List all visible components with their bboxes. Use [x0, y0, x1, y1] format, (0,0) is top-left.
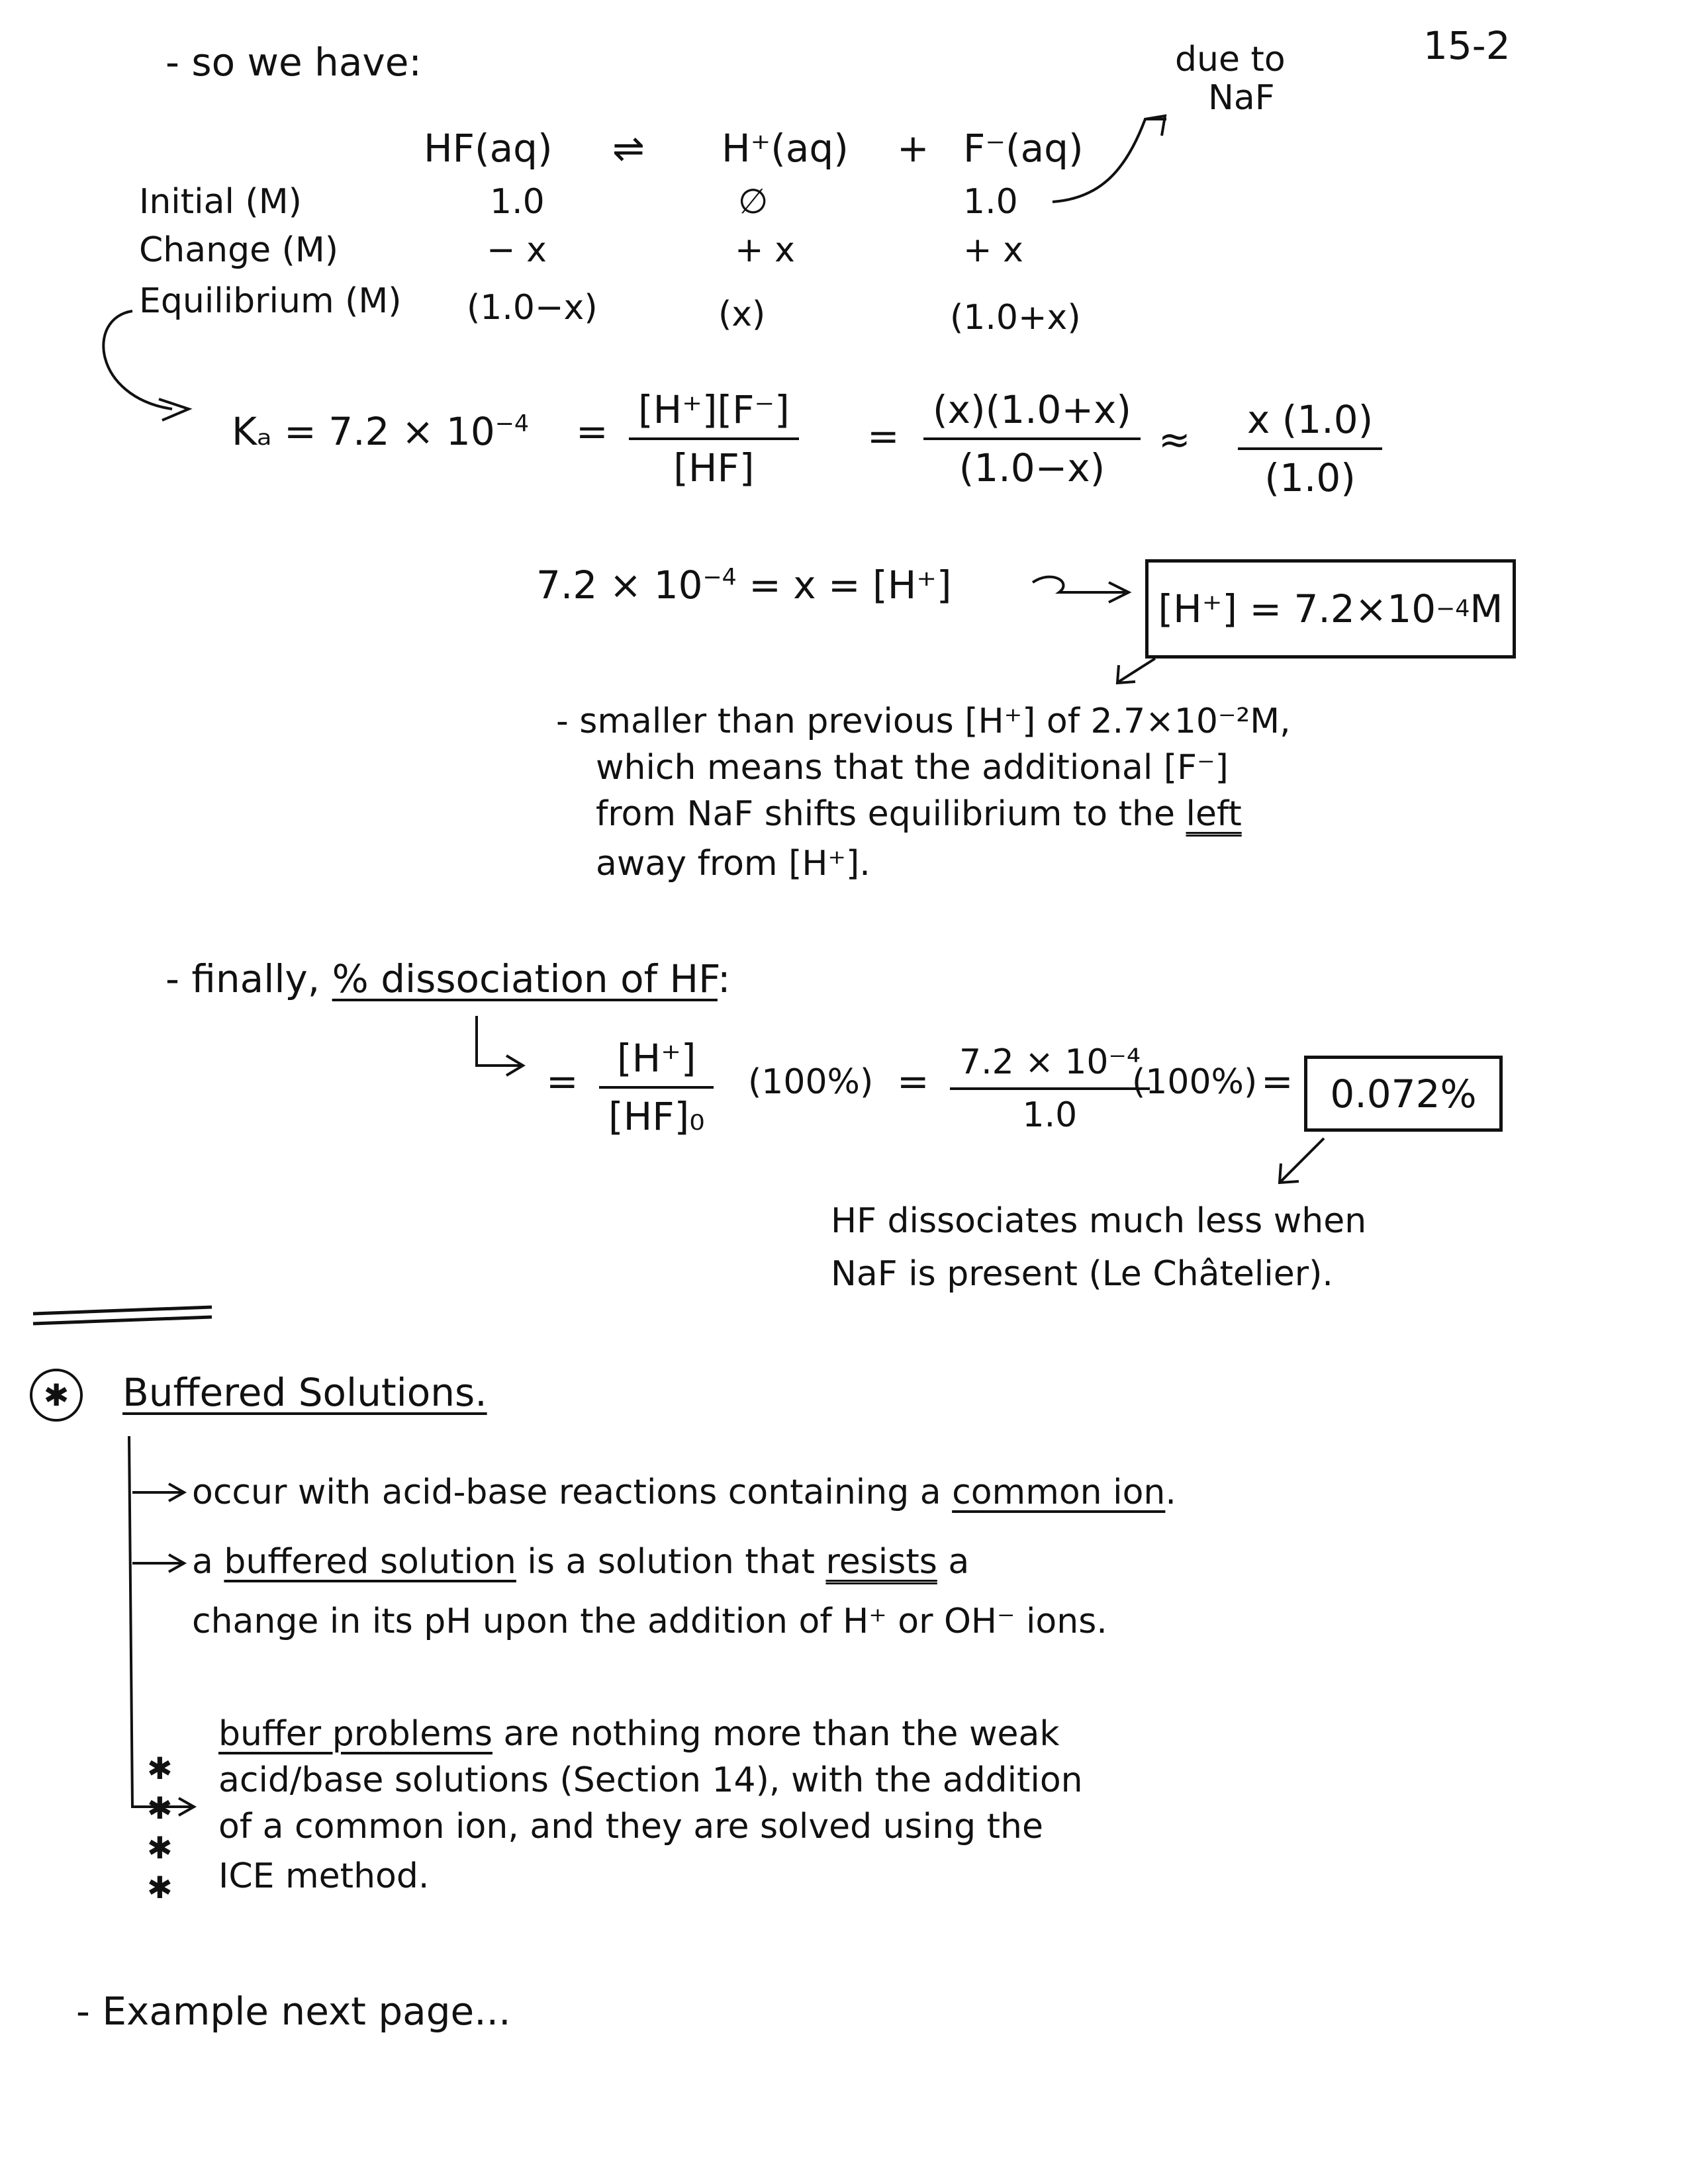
point-3-line-2: acid/base solutions (Section 14), with the addition	[218, 1760, 1083, 1800]
diss-equals-3: =	[1261, 1059, 1293, 1104]
ka-lhs: $K_a = 7.2 \times 10^{-4}$	[232, 409, 530, 454]
ice-change-f: + x	[963, 230, 1023, 270]
diss-equals-2: =	[897, 1059, 929, 1104]
comparison-line-4: away from [H⁺].	[596, 844, 870, 884]
comparison-line-1: - smaller than previous [H⁺] of 2.7×10⁻²M,	[556, 702, 1291, 741]
product-2: F⁻(aq)	[963, 126, 1084, 171]
conclusion-line-2: NaF is present (Le Châtelier).	[831, 1254, 1333, 1294]
diss-fraction-1: [H⁺] [HF]₀	[599, 1036, 714, 1139]
section-title: Buffered Solutions.	[122, 1370, 487, 1415]
ka-equals-1: =	[576, 409, 608, 454]
h-concentration-box: [H⁺] = 7.2×10 −4 M	[1145, 559, 1516, 659]
intro-text: - so we have:	[165, 40, 422, 85]
star-icon: ✱	[147, 1790, 173, 1826]
ice-change-h: + x	[735, 230, 795, 270]
ice-eq-f: (1.0+x)	[950, 298, 1081, 338]
point-3-line-4: ICE method.	[218, 1856, 430, 1896]
diss-equals-1: =	[546, 1059, 579, 1104]
arrow-from-result	[1281, 1138, 1324, 1181]
ice-row-label-change: Change (M)	[139, 230, 339, 270]
ice-initial-hf: 1.0	[490, 182, 545, 222]
ice-eq-hf: (1.0−x)	[467, 288, 598, 328]
ka-fraction-2: (x)(1.0+x) (1.0−x)	[923, 387, 1141, 490]
ice-initial-f: 1.0	[963, 182, 1018, 222]
finally-heading: - finally, % dissociation of HF:	[165, 956, 731, 1001]
page-number: 15-2	[1423, 23, 1511, 68]
conclusion-line-1: HF dissociates much less when	[831, 1201, 1367, 1241]
ice-change-hf: − x	[487, 230, 547, 270]
star-icon: ✱	[147, 1830, 173, 1866]
reactant: HF(aq)	[424, 126, 553, 171]
point-2-line-1: a buffered solution is a solution that resists a	[192, 1542, 970, 1582]
diss-result-box: 0.072%	[1304, 1056, 1503, 1132]
point-3-line-3: of a common ion, and they are solved using the	[218, 1807, 1043, 1846]
x-result: $7.2 \times 10^{-4} = x = [H^+]$	[536, 563, 952, 608]
section-divider-bottom	[33, 1317, 212, 1324]
example-next: - Example next page...	[76, 1989, 511, 2034]
arrow-from-box	[1119, 659, 1155, 682]
star-icon: ✱	[147, 1870, 173, 1905]
point-2-line-2: change in its pH upon the addition of H⁺ or OH⁻ ions.	[192, 1602, 1107, 1641]
ka-fraction-3: x (1.0) (1.0)	[1238, 397, 1382, 500]
curved-arrow-ka	[103, 311, 172, 409]
point-1: occur with acid-base reactions containing a common ion.	[192, 1473, 1176, 1512]
arrow-head-ka	[159, 399, 189, 420]
l-arrow-dissociation	[477, 1016, 523, 1066]
ka-equals-2: =	[867, 414, 900, 459]
diss-percent-1: (100%)	[748, 1062, 874, 1102]
comparison-line-3: from NaF shifts equilibrium to the left	[596, 794, 1242, 834]
ice-initial-h: ∅	[738, 182, 769, 222]
section-divider-top	[33, 1307, 212, 1314]
plus-sign: +	[897, 126, 929, 171]
equilibrium-arrow: ⇌	[612, 126, 645, 171]
ka-approx: ≈	[1158, 417, 1191, 462]
ice-eq-h: (x)	[718, 295, 766, 334]
point-3-line-1: buffer problems are nothing more than the weak	[218, 1714, 1060, 1754]
ice-row-label-equilibrium: Equilibrium (M)	[139, 281, 402, 321]
ka-fraction-1: [H⁺][F⁻] [HF]	[629, 387, 799, 490]
section-bullet-icon: ✱	[30, 1369, 83, 1422]
comparison-line-2: which means that the additional [F⁻]	[596, 748, 1229, 788]
note-naf-line2: NaF	[1208, 78, 1275, 118]
note-naf-line1: due to	[1175, 40, 1286, 79]
ice-row-label-initial: Initial (M)	[139, 182, 302, 222]
diss-fraction-2: 7.2 × 10⁻⁴ 1.0	[950, 1042, 1150, 1135]
star-icon: ✱	[147, 1751, 173, 1786]
diss-percent-2: (100%)	[1132, 1062, 1258, 1102]
product-1: H⁺(aq)	[722, 126, 849, 171]
